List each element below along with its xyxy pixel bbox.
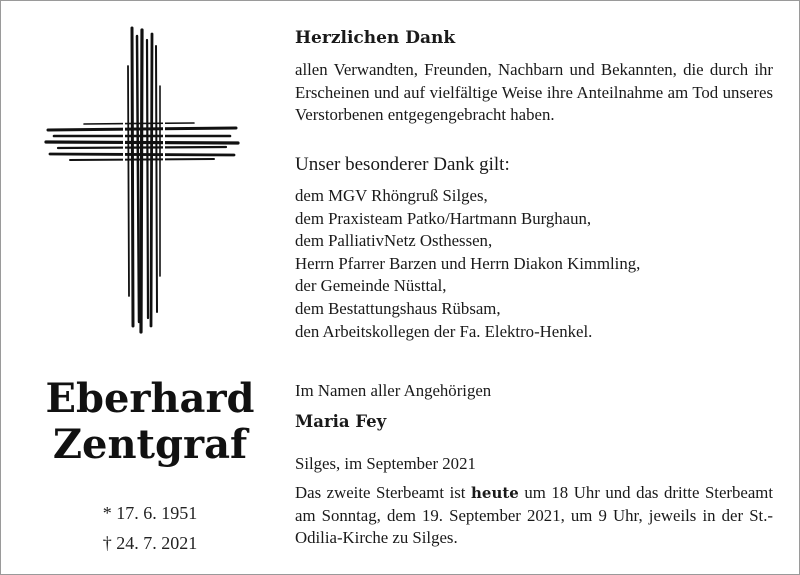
list-item: der Gemeinde Nüsttal,: [295, 276, 447, 296]
signer-name: Maria Fey: [295, 412, 387, 431]
on-behalf-text: Im Namen aller Angehörigen: [295, 381, 492, 400]
life-dates: [40, 498, 260, 558]
list-item: dem Bestattungshaus Rübsam,: [295, 298, 501, 318]
notice-emphasis: heute: [471, 484, 519, 502]
cross-icon: [44, 26, 240, 334]
thanks-intro: allen Verwandten, Freunden, Nachbarn und Bekannten, die durch ihr Erscheinen und auf vielfältige Weise ihre Anteilnahme am Tod unseres Verstorbenen entgegengebracht haben.: [295, 60, 773, 125]
first-name: Eberhard: [45, 375, 255, 422]
deceased-name: [30, 376, 270, 468]
list-item: dem PalliativNetz Osthessen,: [295, 231, 493, 251]
death-date: † 24. 7. 2021: [102, 533, 198, 553]
service-notice: [295, 482, 773, 550]
list-item: dem MGV Rhöngruß Silges,: [295, 186, 488, 205]
place-date: Silges, im September 2021: [295, 454, 476, 473]
birth-date: * 17. 6. 1951: [102, 503, 198, 523]
list-item: Herrn Pfarrer Barzen und Herrn Diakon Kimmling,: [295, 253, 641, 273]
notice-text-1: Das zweite Sterbeamt ist: [295, 483, 466, 502]
thanks-heading: Herzlichen Dank: [295, 28, 456, 48]
last-name: Zentgraf: [52, 421, 248, 468]
special-thanks-heading: Unser besonderer Dank gilt:: [295, 154, 510, 175]
thanks-list: [295, 185, 773, 343]
list-item: dem Praxisteam Patko/Hartmann Burghaun,: [295, 208, 592, 228]
list-item: den Arbeitskollegen der Fa. Elektro-Henkel.: [295, 321, 593, 341]
notice-text-2: um 18 Uhr und das dritte Sterbeamt am Sonntag, dem 19. September 2021, um 9 Uhr, jeweils in der St.-Odilia-Kirche zu Silges.: [295, 483, 773, 548]
